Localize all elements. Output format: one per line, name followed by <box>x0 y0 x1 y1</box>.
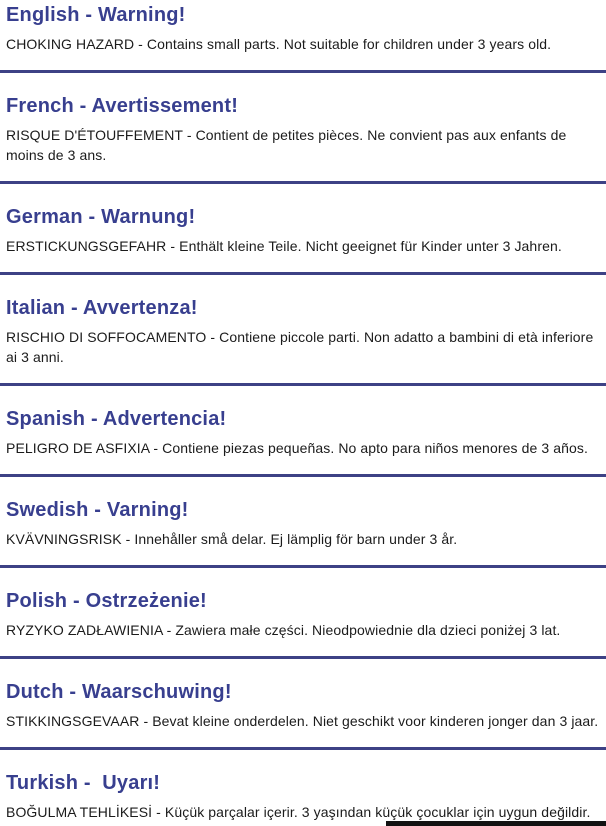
section-heading-french: French - Avertissement! <box>6 95 239 117</box>
section-body-turkish: BOĞULMA TEHLİKESİ - Küçük parçalar içerir. 3 yaşından küçük çocuklar için uygun değildir. <box>6 804 591 820</box>
section-heading-dutch: Dutch - Waarschuwing! <box>6 681 232 703</box>
section-dutch <box>0 659 606 747</box>
section-swedish <box>0 477 606 565</box>
bottom-cutoff-bar <box>386 821 606 826</box>
section-turkish <box>0 750 606 826</box>
section-body-italian: RISCHIO DI SOFFOCAMENTO - Contiene piccole parti. Non adatto a bambini di età inferiore ai 3 anni. <box>6 329 594 365</box>
section-body-swedish: KVÄVNINGSRISK - Innehåller små delar. Ej lämplig för barn under 3 år. <box>6 531 458 547</box>
section-heading-english: English - Warning! <box>6 4 186 26</box>
section-body-german: ERSTICKUNGSGEFAHR - Enthält kleine Teile. Nicht geeignet für Kinder unter 3 Jahren. <box>6 238 562 254</box>
section-heading-turkish: Turkish - Uyarı! <box>6 772 161 794</box>
section-heading-swedish: Swedish - Varning! <box>6 499 189 521</box>
section-spanish <box>0 386 606 474</box>
section-italian <box>0 275 606 383</box>
section-german <box>0 184 606 272</box>
section-heading-german: German - Warnung! <box>6 206 196 228</box>
section-body-english: CHOKING HAZARD - Contains small parts. Not suitable for children under 3 years old. <box>6 36 552 52</box>
section-body-french: RISQUE D'ÉTOUFFEMENT - Contient de petites pièces. Ne convient pas aux enfants de moins de 3 ans. <box>6 127 567 163</box>
section-body-polish: RYZYKO ZADŁAWIENIA - Zawiera małe części. Nieodpowiednie dla dzieci poniżej 3 lat. <box>6 622 561 638</box>
section-heading-italian: Italian - Avvertenza! <box>6 297 198 319</box>
section-english <box>0 0 606 70</box>
section-body-dutch: STIKKINGSGEVAAR - Bevat kleine onderdelen. Niet geschikt voor kinderen jonger dan 3 jaar. <box>6 713 599 729</box>
section-polish <box>0 568 606 656</box>
section-heading-polish: Polish - Ostrzeżenie! <box>6 590 207 612</box>
section-french <box>0 73 606 181</box>
section-body-spanish: PELIGRO DE ASFIXIA - Contiene piezas pequeñas. No apto para niños menores de 3 años. <box>6 440 588 456</box>
section-heading-spanish: Spanish - Advertencia! <box>6 408 227 430</box>
